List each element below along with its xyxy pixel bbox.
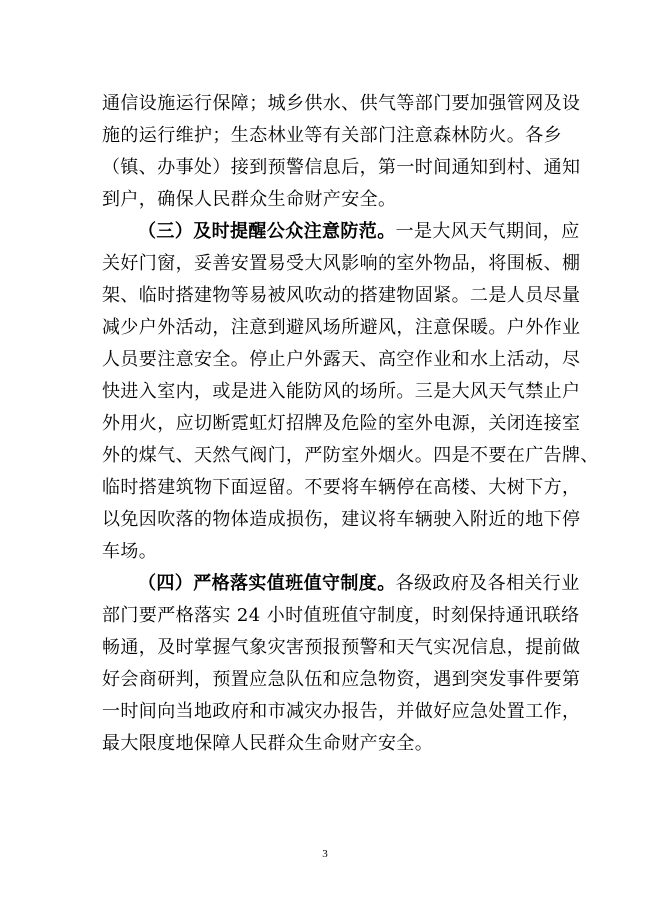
section-3-heading: （三）及时提醒公众注意防范。 <box>138 221 396 242</box>
paragraph-3-line-4: 好会商研判，预置应急队伍和应急物资，遇到突发事件要第 <box>102 669 581 690</box>
paragraph-3-line-3: 畅通，及时掌握气象灾害预报预警和天气实况信息，提前做 <box>102 637 581 658</box>
paragraph-2-line-6: 快进入室内，或是进入能防风的场所。三是大风天气禁止户 <box>102 381 581 402</box>
paragraph-1-line-1: 通信设施运行保障；城乡供水、供气等部门要加强管网及设 <box>102 93 581 114</box>
paragraph-2-line-5: 人员要注意安全。停止户外露天、高空作业和水上活动，尽 <box>102 349 581 370</box>
paragraph-3-line-6: 最大限度地保障人民群众生命财产安全。 <box>102 733 434 754</box>
paragraph-2-line-11: 车场。 <box>102 541 158 562</box>
paragraph-3-line-5: 一时间向当地政府和市减灾办报告，并做好应急处置工作， <box>102 701 581 722</box>
section-4-heading: （四）严格落实值班值守制度。 <box>138 573 396 594</box>
page-number: 3 <box>322 848 328 860</box>
paragraph-3-line-1 <box>102 568 580 600</box>
paragraph-2-line-2: 关好门窗，妥善安置易受大风影响的室外物品，将围板、棚 <box>102 253 581 274</box>
paragraph-1-line-3: （镇、办事处）接到预警信息后，第一时间通知到村、通知 <box>102 157 581 178</box>
paragraph-3-line-1-text: 各级政府及各相关行业 <box>395 573 580 594</box>
paragraph-1-line-2: 施的运行维护；生态林业等有关部门注意森林防火。各乡 <box>102 125 562 146</box>
paragraph-3-line-2: 部门要严格落实 24 小时值班值守制度，时刻保持通讯联络 <box>102 605 580 626</box>
paragraph-2-line-4: 减少户外活动，注意到避风场所避风，注意保暖。户外作业 <box>102 317 581 338</box>
paragraph-2-line-3: 架、临时搭建物等易被风吹动的搭建物固紧。二是人员尽量 <box>102 285 581 306</box>
paragraph-2-line-10: 以免因吹落的物体造成损伤，建议将车辆驶入附近的地下停 <box>102 509 581 530</box>
paragraph-2-line-8: 外的煤气、天然气阀门，严防室外烟火。四是不要在广告牌、 <box>102 445 599 466</box>
paragraph-2-line-1 <box>102 216 580 248</box>
paragraph-2-line-9: 临时搭建筑物下面逗留。不要将车辆停在高楼、大树下方， <box>102 477 581 498</box>
paragraph-1-line-4: 到户，确保人民群众生命财产安全。 <box>102 189 397 210</box>
paragraph-2-line-7: 外用火，应切断霓虹灯招牌及危险的室外电源，关闭连接室 <box>102 413 581 434</box>
paragraph-2-line-1-text: 一是大风天气期间，应 <box>395 221 580 242</box>
document-body <box>102 88 599 760</box>
